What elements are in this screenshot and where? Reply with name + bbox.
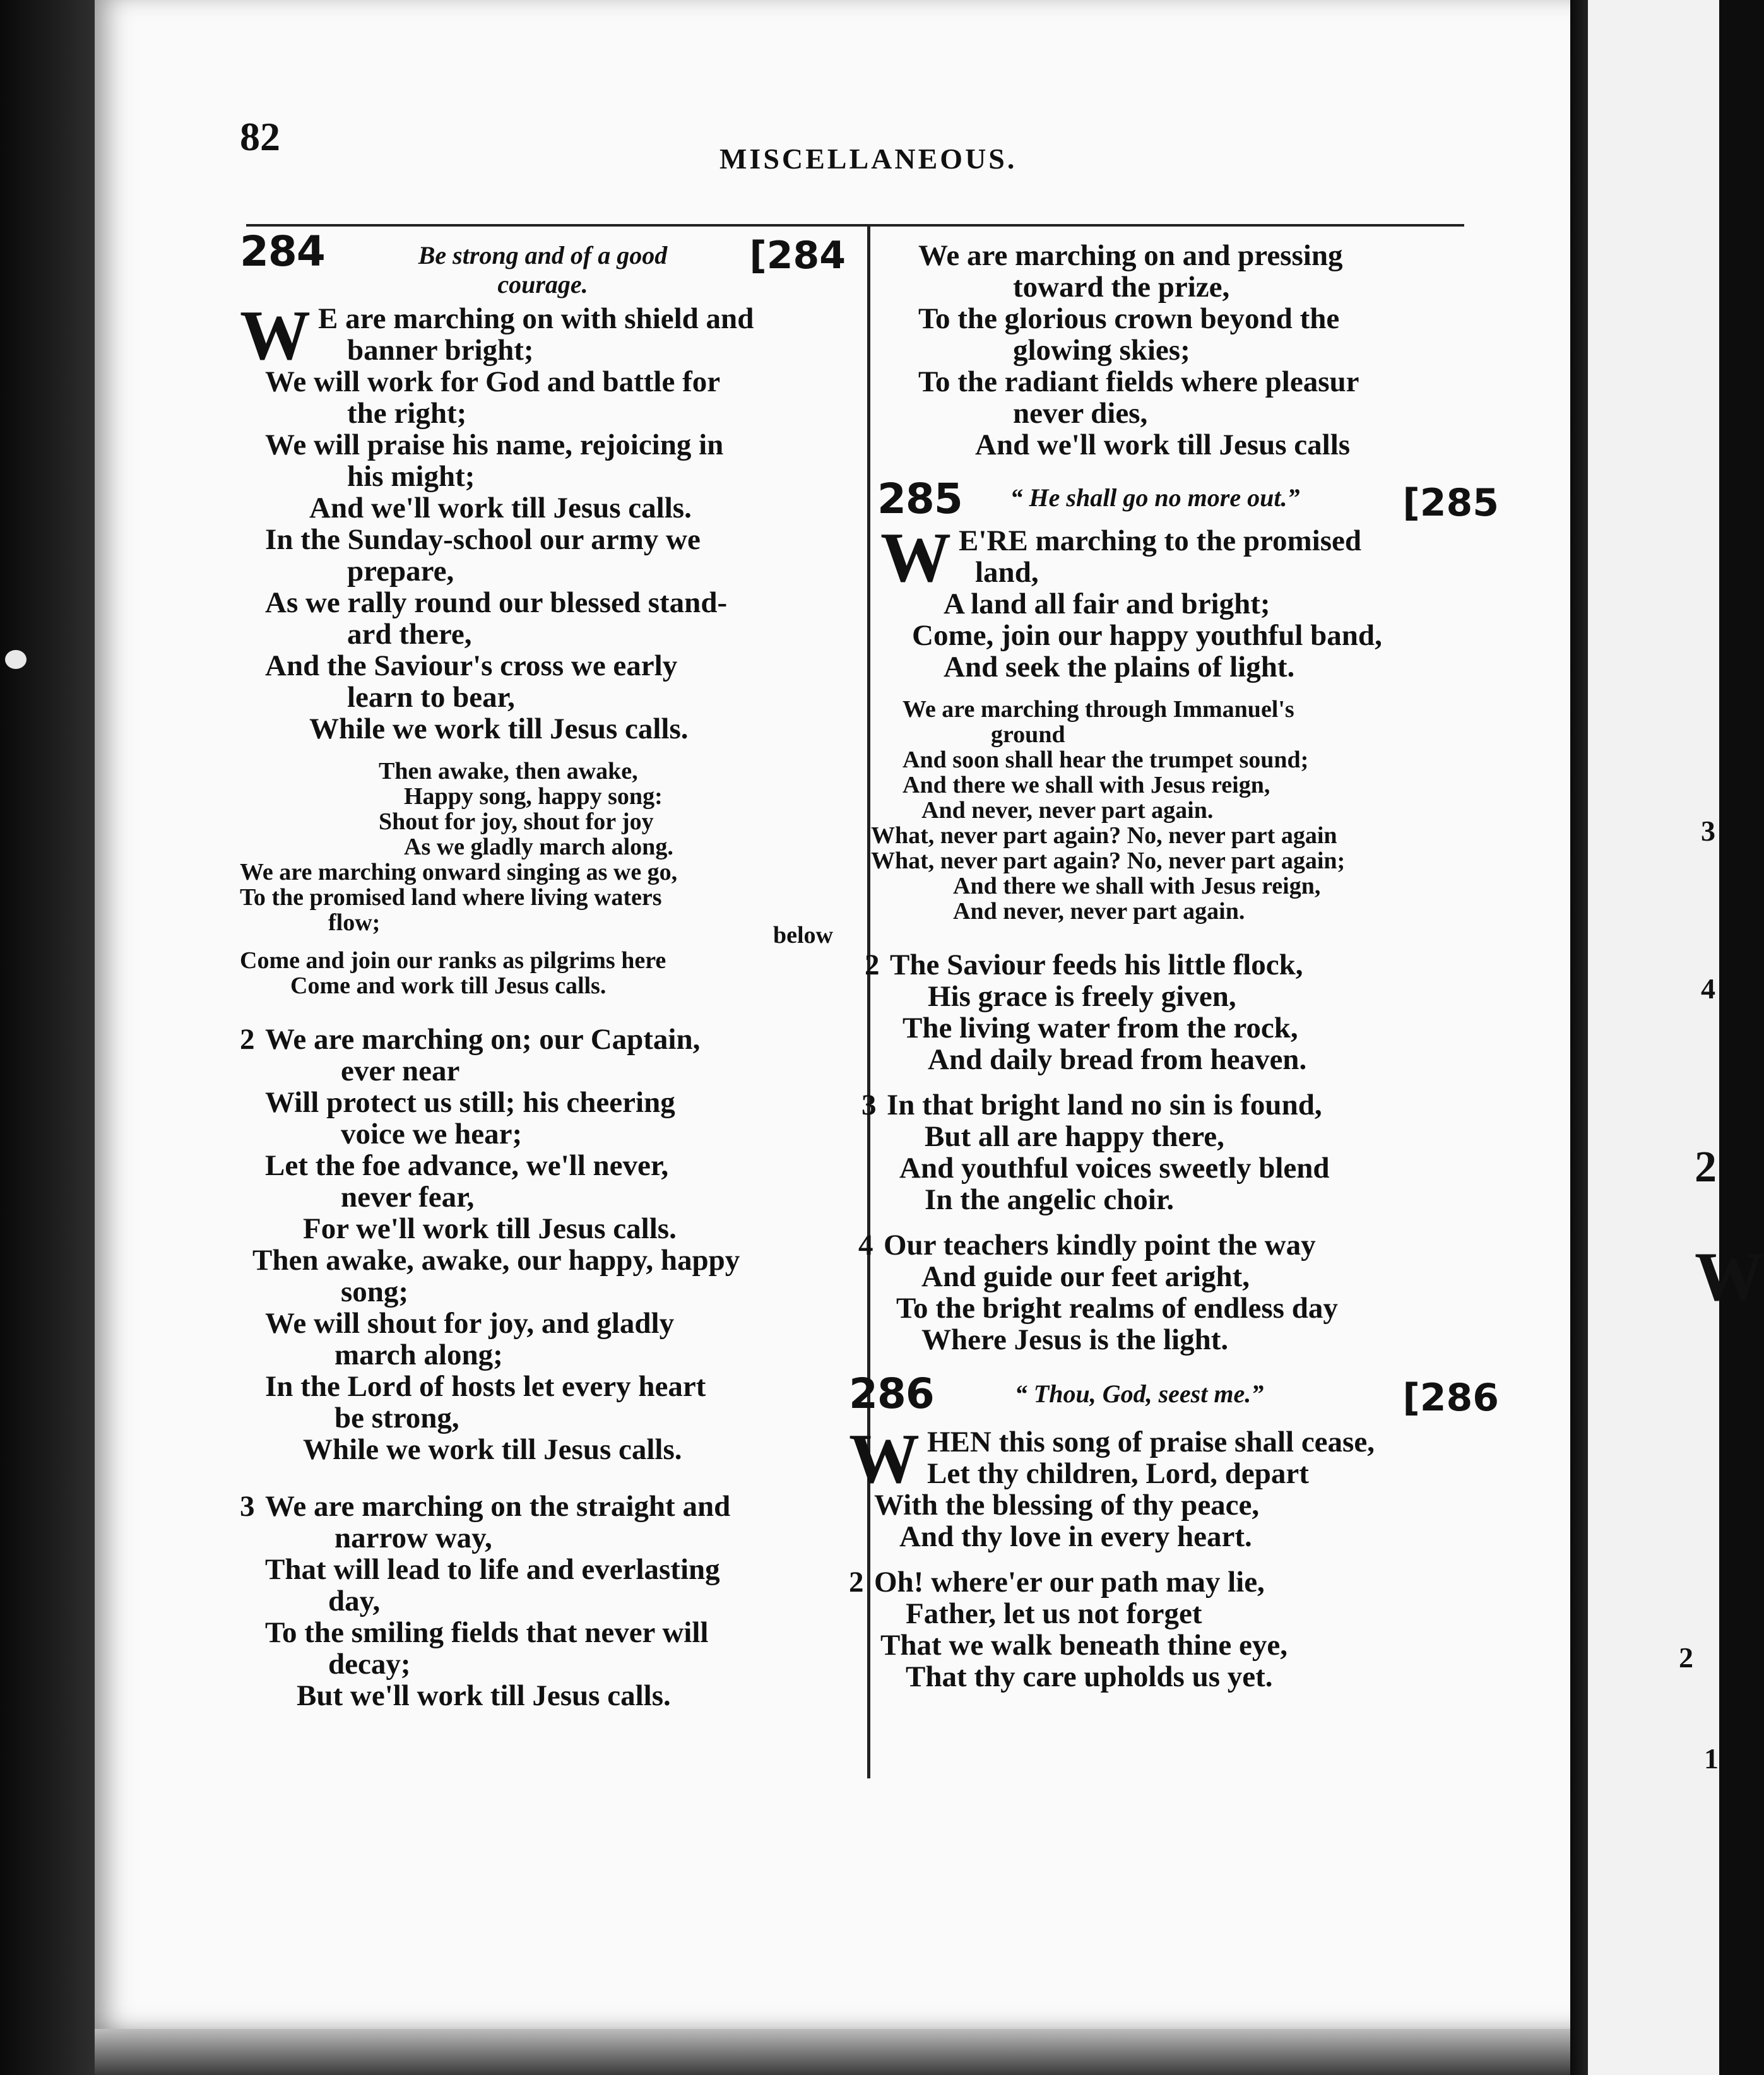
verse-line: And guide our feet aright, bbox=[921, 1260, 1250, 1293]
verse-line: land, bbox=[975, 556, 1039, 589]
chorus-line: Come and work till Jesus calls. bbox=[290, 972, 607, 999]
verse-line: We will praise his name, rejoicing in bbox=[265, 429, 724, 461]
adjacent-page bbox=[1570, 0, 1719, 2075]
adjacent-page-fragment: 3 bbox=[1701, 815, 1715, 847]
verse-line: While we work till Jesus calls. bbox=[303, 1433, 682, 1466]
verse-line: ard there, bbox=[347, 618, 472, 651]
chorus-line: And never, never part again. bbox=[921, 797, 1214, 824]
verse-line: And seek the plains of light. bbox=[944, 651, 1295, 683]
hymn-number: 285 bbox=[877, 475, 962, 523]
hymn-title: Be strong and of a good courage. bbox=[418, 241, 668, 299]
chorus-line: We are marching through Immanuel's bbox=[903, 696, 1294, 723]
verse-line: And youthful voices sweetly blend bbox=[899, 1152, 1330, 1185]
verse-line: glowing skies; bbox=[1013, 334, 1190, 367]
adjacent-page-fragment: 2 bbox=[1695, 1143, 1717, 1191]
hymn-285-chorus bbox=[849, 697, 1480, 924]
verse-line: We will work for God and battle for bbox=[265, 365, 721, 398]
verse-line: Oh! where'er our path may lie, bbox=[874, 1566, 1265, 1599]
verse-line: The Saviour feeds his little flock, bbox=[890, 949, 1303, 981]
chorus-line: below bbox=[773, 922, 833, 949]
verse-line: march along; bbox=[334, 1339, 503, 1371]
verse-line: We will shout for joy, and gladly bbox=[265, 1307, 675, 1340]
verse-line: And we'll work till Jesus calls bbox=[975, 429, 1351, 461]
verse-line: Where Jesus is the light. bbox=[921, 1323, 1229, 1356]
verse-line: A land all fair and bright; bbox=[944, 588, 1270, 620]
verse-line: E are marching on with shield and bbox=[318, 302, 754, 335]
hymn-284-verse-4 bbox=[849, 240, 1480, 461]
adjacent-page-fragment: 2 bbox=[1679, 1641, 1693, 1674]
chorus-line: flow; bbox=[328, 909, 381, 936]
verse-line: And the Saviour's cross we early bbox=[265, 649, 678, 682]
verse-line: And daily bread from heaven. bbox=[928, 1043, 1307, 1076]
verse-line: narrow way, bbox=[334, 1522, 492, 1554]
chorus-line: Shout for joy, shout for joy bbox=[379, 808, 654, 835]
verse-number: 4 bbox=[858, 1229, 873, 1262]
verse-line: never dies, bbox=[1013, 397, 1148, 430]
adjacent-page-fragment: 4 bbox=[1701, 972, 1715, 1005]
hymn-number-right: [286 bbox=[1402, 1376, 1499, 1420]
hymn-title: “ He shall go no more out.” bbox=[1010, 483, 1300, 512]
verse-line: HEN this song of praise shall cease, bbox=[927, 1426, 1375, 1458]
verse-line: In the Sunday-school our army we bbox=[265, 523, 701, 556]
verse-line: But we'll work till Jesus calls. bbox=[297, 1679, 671, 1712]
left-column bbox=[240, 227, 846, 1711]
hymn-number-right: [285 bbox=[1402, 481, 1499, 525]
verse-line: We are marching on; our Captain, bbox=[265, 1023, 701, 1056]
verse-line: E'RE marching to the promised bbox=[959, 524, 1362, 557]
verse-line: And we'll work till Jesus calls. bbox=[309, 492, 692, 524]
verse-line: While we work till Jesus calls. bbox=[309, 712, 689, 745]
verse-line: day, bbox=[328, 1585, 381, 1617]
hymn-number: 284 bbox=[240, 227, 325, 276]
chorus-line: And soon shall hear the trumpet sound; bbox=[903, 747, 1309, 773]
verse-line: To the bright realms of endless day bbox=[896, 1292, 1338, 1325]
verse-line: Father, let us not forget bbox=[906, 1597, 1202, 1630]
verse-line: In that bright land no sin is found, bbox=[887, 1089, 1322, 1121]
verse-line: Let the foe advance, we'll never, bbox=[265, 1149, 669, 1182]
verse-line: Then awake, awake, our happy, happy bbox=[252, 1244, 740, 1277]
chorus-line: To the promised land where living waters bbox=[240, 884, 662, 911]
verse-line: To the radiant fields where pleasur bbox=[918, 365, 1359, 398]
verse-line: learn to bear, bbox=[347, 681, 515, 714]
verse-line: That we walk beneath thine eye, bbox=[880, 1629, 1287, 1662]
chorus-line: What, never part again? No, never part again; bbox=[871, 848, 1346, 874]
hymn-285-header bbox=[877, 475, 1499, 525]
hymn-285-verse-1 bbox=[849, 519, 1480, 683]
page-number: 82 bbox=[240, 114, 280, 159]
verse-line: decay; bbox=[328, 1648, 411, 1681]
verse-line: the right; bbox=[347, 397, 467, 430]
hymn-284-chorus bbox=[240, 759, 846, 998]
running-head: MISCELLANEOUS. bbox=[719, 143, 1017, 175]
verse-number: 3 bbox=[861, 1089, 877, 1121]
verse-line: The living water from the rock, bbox=[903, 1012, 1298, 1044]
verse-line: Will protect us still; his cheering bbox=[265, 1086, 675, 1119]
verse-line: That thy care upholds us yet. bbox=[906, 1660, 1273, 1693]
hymn-number-right: [284 bbox=[749, 234, 846, 278]
chorus-line: As we gladly march along. bbox=[404, 834, 673, 860]
verse-line: As we rally round our blessed stand- bbox=[265, 586, 728, 619]
verse-line: banner bright; bbox=[347, 334, 534, 367]
verse-line: And thy love in every heart. bbox=[899, 1520, 1252, 1553]
verse-number: 2 bbox=[865, 949, 880, 981]
header-rule bbox=[246, 224, 1464, 227]
adjacent-page-fragment: W bbox=[1695, 1238, 1764, 1315]
hymn-284-verse-1 bbox=[240, 297, 846, 745]
verse-line: To the smiling fields that never will bbox=[265, 1616, 709, 1649]
verse-number: 2 bbox=[240, 1023, 255, 1056]
chorus-line: And there we shall with Jesus reign, bbox=[903, 772, 1270, 798]
verse-line: We are marching on and pressing bbox=[918, 239, 1343, 272]
hymn-285-verse-2 bbox=[849, 949, 1480, 1075]
hymn-title: “ Thou, God, seest me.” bbox=[1014, 1380, 1264, 1408]
scan-artifact bbox=[5, 650, 27, 669]
verse-line: be strong, bbox=[334, 1402, 459, 1434]
verse-number: 2 bbox=[849, 1566, 864, 1599]
verse-line: Our teachers kindly point the way bbox=[884, 1229, 1316, 1262]
verse-line: For we'll work till Jesus calls. bbox=[303, 1212, 677, 1245]
verse-line: voice we hear; bbox=[341, 1118, 523, 1150]
right-column bbox=[849, 239, 1499, 1693]
drop-cap: W bbox=[880, 519, 951, 597]
hymn-286-verse-1 bbox=[849, 1420, 1480, 1553]
verse-line: toward the prize, bbox=[1013, 271, 1230, 304]
hymn-284-header bbox=[240, 227, 846, 303]
hymn-number: 286 bbox=[849, 1369, 934, 1418]
verse-line: ever near bbox=[341, 1055, 460, 1087]
verse-line: In the Lord of hosts let every heart bbox=[265, 1370, 706, 1403]
page-bottom-edge bbox=[95, 2029, 1584, 2075]
adjacent-page-gutter bbox=[1570, 0, 1588, 2075]
chorus-line: And never, never part again. bbox=[953, 898, 1245, 925]
verse-line: With the blessing of thy peace, bbox=[874, 1489, 1260, 1522]
hymn-284-verse-2 bbox=[240, 1024, 846, 1465]
verse-line: song; bbox=[341, 1275, 409, 1308]
chorus-line: We are marching onward singing as we go, bbox=[240, 859, 678, 885]
chorus-line: What, never part again? No, never part again bbox=[871, 822, 1337, 849]
verse-line: But all are happy there, bbox=[925, 1120, 1224, 1153]
verse-line: To the glorious crown beyond the bbox=[918, 302, 1340, 335]
adjacent-page-fragment: 1 bbox=[1704, 1742, 1719, 1775]
verse-line: Let thy children, Lord, depart bbox=[927, 1457, 1309, 1490]
verse-line: His grace is freely given, bbox=[928, 980, 1236, 1013]
chorus-line: Come and join our ranks as pilgrims here bbox=[240, 947, 666, 974]
hymn-286-verse-2 bbox=[849, 1566, 1480, 1693]
chorus-line: ground bbox=[991, 721, 1065, 748]
hymn-285-verse-4 bbox=[849, 1229, 1480, 1356]
verse-line: We are marching on the straight and bbox=[265, 1490, 731, 1523]
chorus-line: Happy song, happy song: bbox=[404, 783, 663, 810]
chorus-line: And there we shall with Jesus reign, bbox=[953, 873, 1321, 899]
verse-line: prepare, bbox=[347, 555, 454, 588]
verse-line: In the angelic choir. bbox=[925, 1183, 1175, 1216]
drop-cap: W bbox=[849, 1420, 920, 1498]
verse-line: never fear, bbox=[341, 1181, 475, 1214]
verse-number: 3 bbox=[240, 1490, 255, 1523]
hymn-286-header bbox=[849, 1369, 1499, 1426]
verse-line: Come, join our happy youthful band, bbox=[912, 619, 1382, 652]
verse-line: That will lead to life and everlasting bbox=[265, 1553, 720, 1586]
drop-cap: W bbox=[240, 297, 311, 375]
verse-line: his might; bbox=[347, 460, 475, 493]
hymn-285-verse-3 bbox=[849, 1089, 1480, 1215]
hymn-284-verse-3 bbox=[240, 1491, 846, 1711]
chorus-line: Then awake, then awake, bbox=[379, 758, 638, 784]
